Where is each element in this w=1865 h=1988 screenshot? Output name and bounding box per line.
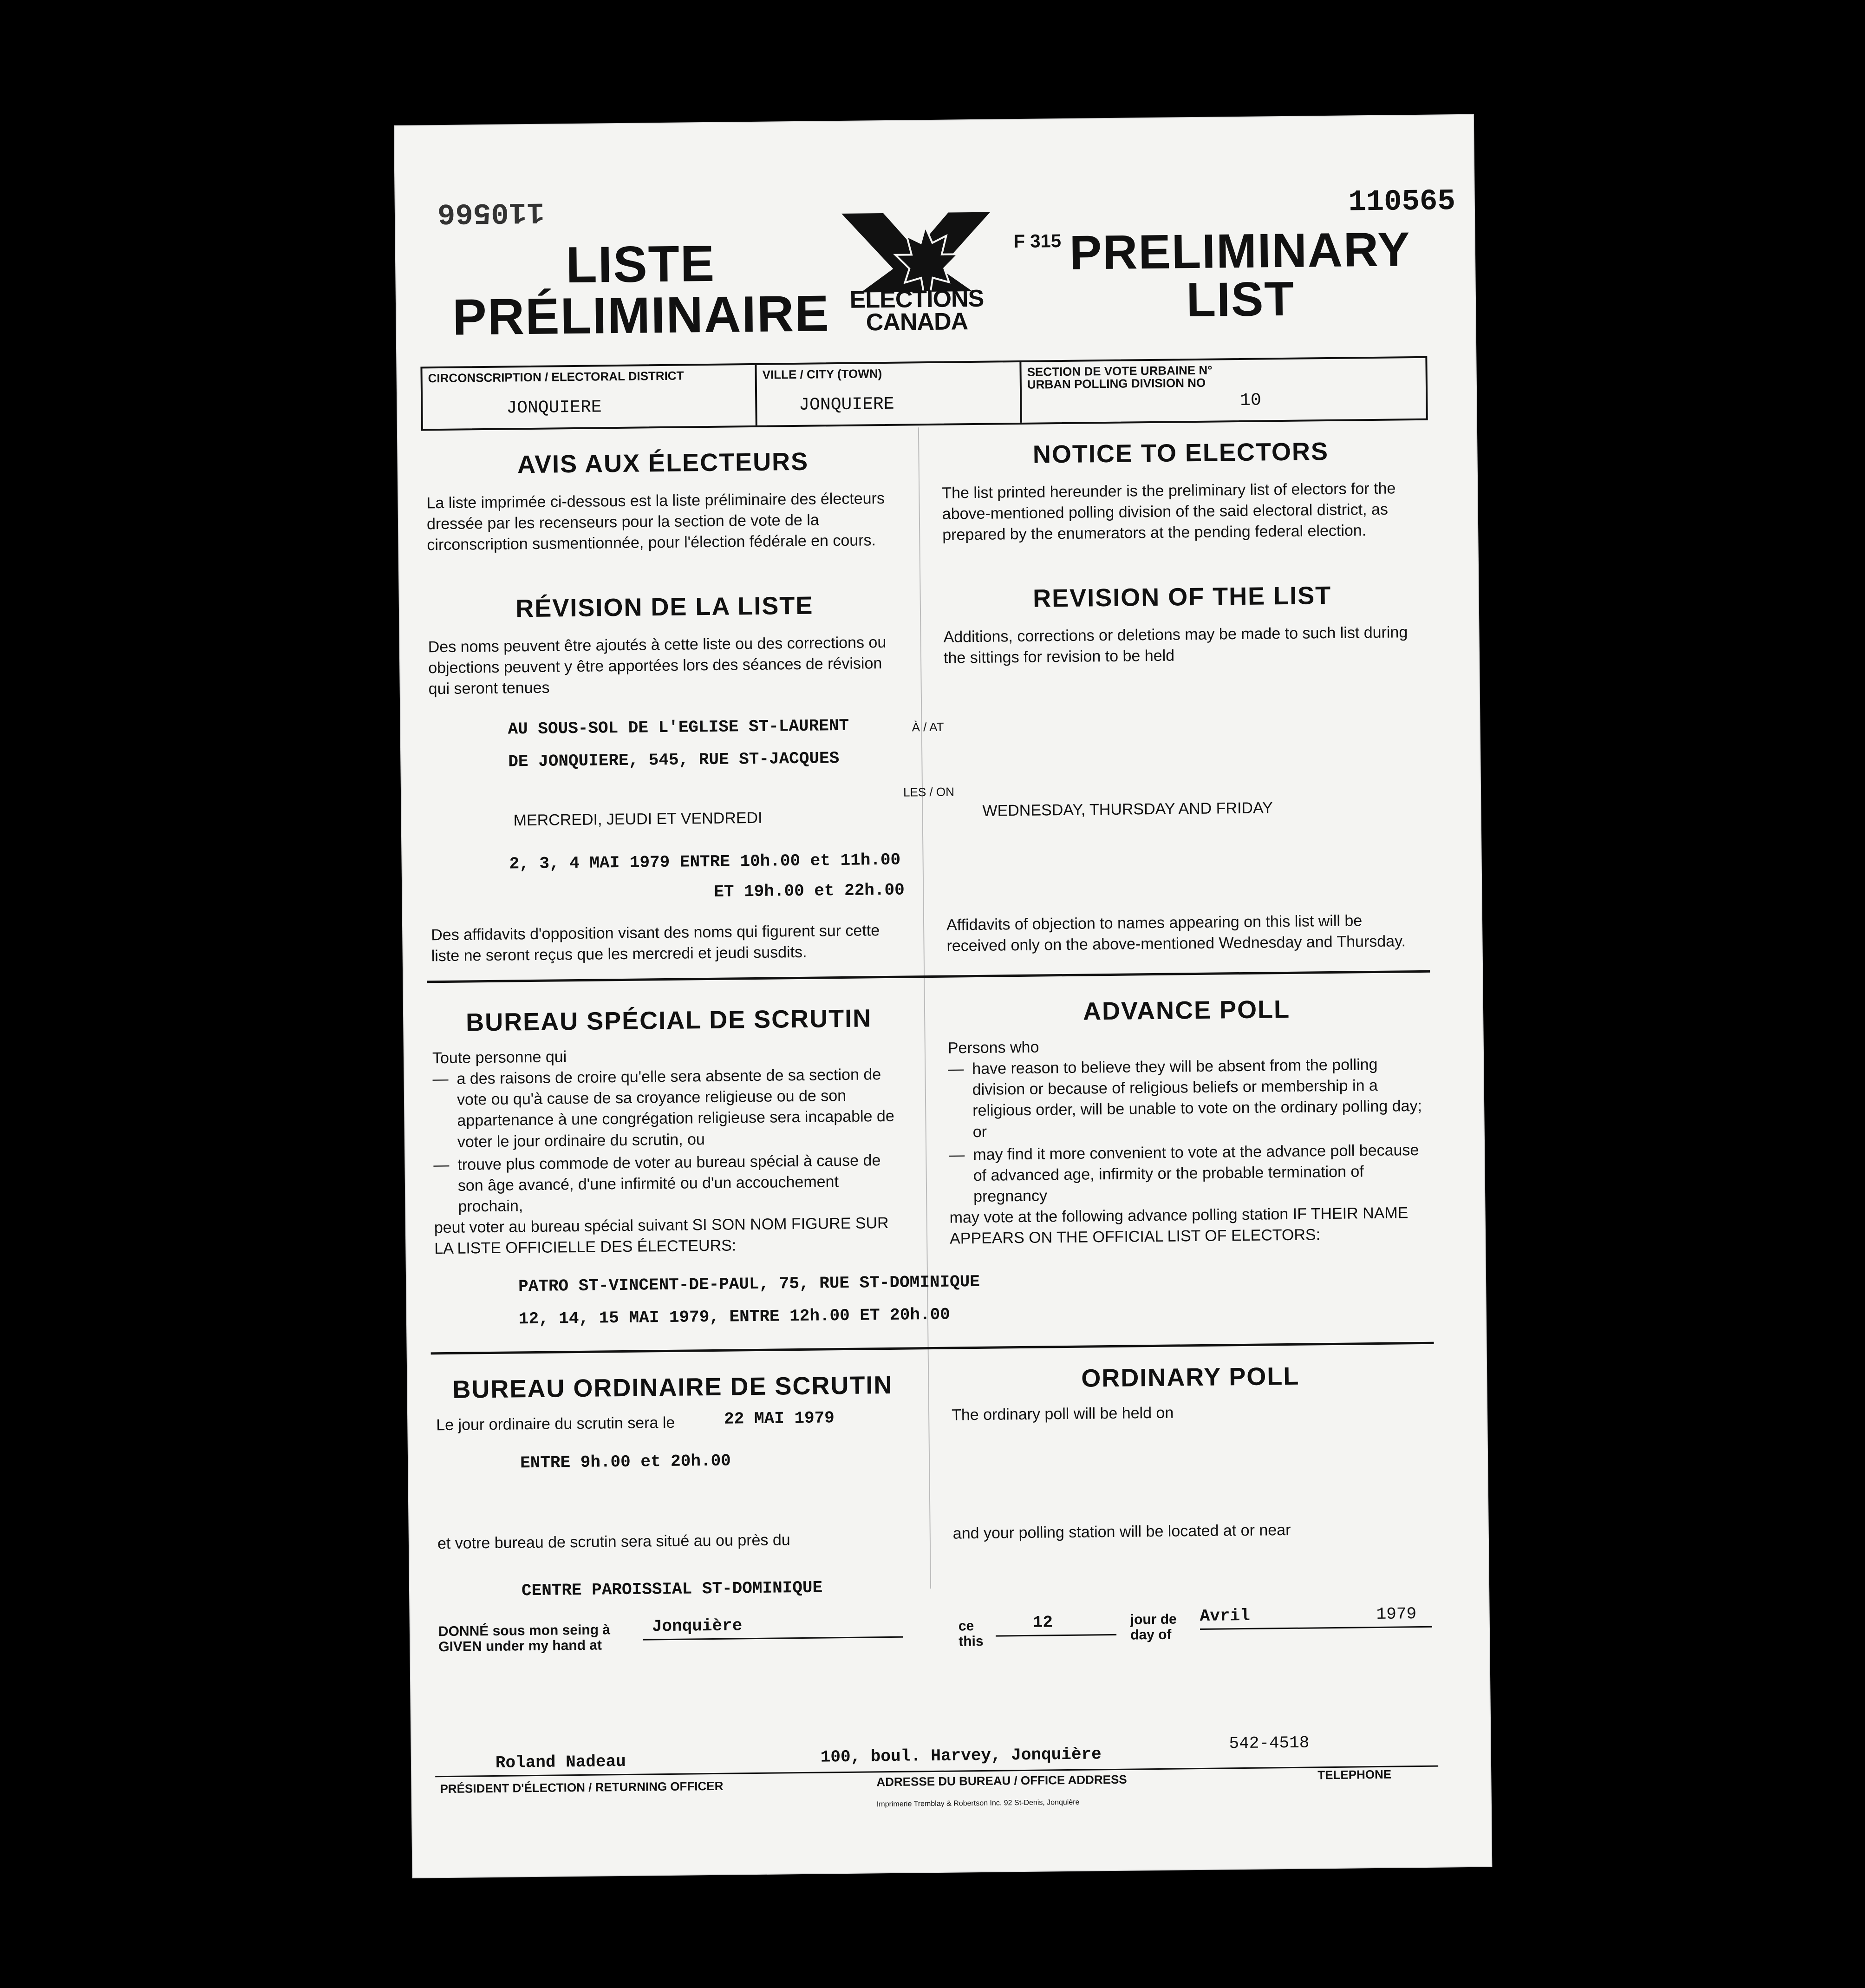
division-label-2: URBAN POLLING DIVISION NO [1027, 376, 1206, 392]
column-divider [918, 427, 931, 1589]
title-en-line2: LIST [1186, 272, 1295, 327]
revision-place-line2: DE JONQUIERE, 545, RUE ST-JACQUES [508, 749, 840, 772]
day-of-label [1130, 1612, 1177, 1643]
division-value: 10 [1240, 390, 1262, 411]
section-divider-2 [431, 1342, 1434, 1355]
officer-name: Roland Nadeau [495, 1752, 626, 1772]
revision-text-en: Additions, corrections or deletions may be made to such list during the sittings for revision to be held [943, 623, 1408, 667]
title-en-line1: PRELIMINARY [1069, 222, 1411, 280]
at-label: À / AT [912, 719, 944, 734]
advance-bullet2-fr: — trouve plus commode de voter au bureau spécial à cause de son âge avancé, d'une infirmité ou d'un accouchement prochain, [433, 1150, 907, 1218]
advance-bullet1-en: — have reason to believe they will be absent from the polling division or because of religious beliefs or membership in a religious order, will be unable to vote on the ordinary polling day; or [948, 1054, 1427, 1143]
section-divider-1 [427, 970, 1430, 983]
given-label-en: GIVEN under my hand at [438, 1637, 602, 1655]
city-value: JONQUIERE [799, 394, 894, 415]
form-number: F 315 [1013, 230, 1062, 252]
logo-line1: ELECTIONS [849, 285, 984, 314]
affidavit-text-en: Affidavits of objection to names appearing on this list will be received only on the above-mentioned Wednesday and Thursday. [946, 912, 1406, 955]
advance-bullet2-fr-text: trouve plus commode de voter au bureau spécial à cause de son âge avancé, d'une infirmité ou d'un accouchement prochain, [457, 1151, 881, 1216]
header-fields [420, 356, 1428, 431]
this-label-en: this [959, 1633, 984, 1649]
polling-station: CENTRE PAROISSIAL ST-DOMINIQUE [521, 1578, 823, 1601]
city-label: VILLE / CITY (TOWN) [762, 366, 882, 382]
advance-outro-en: may vote at the following advance polling station IF THEIR NAME APPEARS ON THE OFFICIAL LIST OF ELECTORS: [949, 1204, 1409, 1248]
advance-dates: 12, 14, 15 MAI 1979, ENTRE 12h.00 ET 20h.00 [518, 1305, 951, 1329]
ordinary-location-en: and your polling station will be located at or near [952, 1521, 1291, 1543]
title-fr-line1: LISTE [565, 235, 716, 294]
day-line [996, 1634, 1116, 1637]
advance-bullet1-fr: — a des raisons de croire qu'elle sera absente de sa section de vote ou qu'à cause de sa croyance religieuse ou de son appartenance à une congrégation religieuse sera incapable de voter le jour ordinaire du scrutin, ou [432, 1064, 907, 1153]
ordinary-title-fr: BUREAU ORDINAIRE DE SCRUTIN [452, 1371, 893, 1404]
this-label [959, 1618, 984, 1649]
notice-text-en: The list printed hereunder is the preliminary list of electors for the above-mentioned polling division of the said electoral district, as prepared by the enumerators at the pending federal election. [942, 479, 1396, 544]
title-french [452, 235, 830, 346]
revision-place-line1: AU SOUS-SOL DE L'EGLISE ST-LAURENT [508, 716, 849, 739]
revision-dates-line2: ET 19h.00 et 22h.00 [714, 880, 905, 902]
revision-title-fr: RÉVISION DE LA LISTE [515, 591, 814, 623]
given-label [438, 1622, 611, 1654]
month-line [1200, 1626, 1432, 1630]
advance-intro-en: Persons who [947, 1038, 1039, 1057]
given-year: 1979 [1376, 1604, 1417, 1624]
ordinary-hours: ENTRE 9h.00 et 20h.00 [520, 1451, 731, 1473]
title-fr-line2: PRÉLIMINAIRE [452, 285, 830, 346]
serial-number-mirrored: 110566 [437, 194, 545, 229]
revision-title-en: REVISION OF THE LIST [1032, 581, 1332, 613]
logo-line2: CANADA [866, 308, 968, 336]
revision-days-en: WEDNESDAY, THURSDAY AND FRIDAY [982, 799, 1273, 820]
advance-intro-fr: Toute personne qui [432, 1048, 567, 1067]
revision-dates-line1: 2, 3, 4 MAI 1979 ENTRE 10h.00 et 11h.00 [509, 850, 901, 874]
advance-bullet1-fr-text: a des raisons de croire qu'elle sera absente de sa section de vote ou qu'à cause de sa croyance religieuse ou de son appartenance à une congrégation religieuse sera incapable de voter le jour ordinaire du scrutin, ou [456, 1066, 894, 1151]
ordinary-text-en: The ordinary poll will be held on [951, 1404, 1174, 1424]
notice-text-fr: La liste imprimée ci-dessous est la liste préliminaire des électeurs dressée par les recenseurs pour la section de vote de la circonscription susmentionnée, pour l'élection fédérale en cours. [426, 489, 885, 554]
notice-title-en: NOTICE TO ELECTORS [1032, 437, 1329, 469]
advance-bullet2-en-text: may find it more convenient to vote at the advance poll because of advanced age, infirmity or the probable termination of pregnancy [973, 1141, 1419, 1206]
printer-credit: Imprimerie Tremblay & Robertson Inc. 92 St-Denis, Jonquière [876, 1798, 1080, 1809]
phone-label: TELEPHONE [1317, 1767, 1392, 1782]
revision-text-fr: Des noms peuvent être ajoutés à cette liste ou des corrections ou objections peuvent y être apportées lors des séances de révision qui seront tenues [428, 633, 887, 698]
notice-title-fr: AVIS AUX ÉLECTEURS [517, 447, 809, 479]
advance-outro-fr: peut voter au bureau spécial suivant SI SON NOM FIGURE SUR LA LISTE OFFICIELLE DES ÉLECTEURS: [434, 1214, 889, 1258]
given-day: 12 [1032, 1613, 1053, 1632]
day-of-label-fr: jour de [1130, 1611, 1177, 1628]
advance-title-en: ADVANCE POLL [1082, 995, 1291, 1026]
advance-title-fr: BUREAU SPÉCIAL DE SCRUTIN [465, 1004, 872, 1037]
place-line [643, 1636, 903, 1641]
ordinary-title-en: ORDINARY POLL [1081, 1362, 1300, 1393]
district-cell [422, 365, 757, 429]
office-address: 100, boul. Harvey, Jonquière [820, 1745, 1102, 1767]
advance-place: PATRO ST-VINCENT-DE-PAUL, 75, RUE ST-DOMINIQUE [518, 1272, 980, 1296]
district-label: CIRCONSCRIPTION / ELECTORAL DISTRICT [428, 368, 684, 386]
this-label-fr: ce [958, 1618, 974, 1634]
advance-bullet2-en: — may find it more convenient to vote at the advance poll because of advanced age, infirmity or the probable termination of pregnancy [949, 1140, 1428, 1208]
election-notice-sheet [395, 115, 1491, 1877]
affidavit-text-fr: Des affidavits d'opposition visant des noms qui figurent sur cette liste ne seront reçus que les mercredi et jeudi susdits. [431, 922, 880, 965]
advance-bullet1-en-text: have reason to believe they will be absent from the polling division or because of religious beliefs or membership in a religious order, will be unable to vote on the ordinary polling day; or [972, 1055, 1422, 1141]
revision-days-fr: MERCREDI, JEUDI ET VENDREDI [513, 809, 763, 830]
officer-label: PRÉSIDENT D'ÉLECTION / RETURNING OFFICER [440, 1779, 724, 1796]
office-phone: 542-4518 [1229, 1733, 1310, 1753]
logo-text [833, 287, 1001, 335]
city-cell [756, 362, 1022, 425]
address-label: ADRESSE DU BUREAU / OFFICE ADDRESS [876, 1772, 1127, 1789]
ordinary-date: 22 MAI 1979 [724, 1408, 835, 1429]
serial-number: 110565 [1348, 185, 1456, 220]
given-month: Avril [1200, 1606, 1250, 1626]
on-label: LES / ON [903, 785, 955, 799]
division-cell [1021, 358, 1426, 423]
title-english [1069, 222, 1411, 327]
division-label-1: SECTION DE VOTE URBAINE N° [1027, 363, 1213, 379]
given-label-fr: DONNÉ sous mon seing à [438, 1622, 611, 1640]
district-value: JONQUIERE [506, 397, 602, 419]
ordinary-text-fr: Le jour ordinaire du scrutin sera le [436, 1413, 675, 1434]
day-of-label-en: day of [1130, 1627, 1172, 1643]
given-place: Jonquière [652, 1616, 743, 1636]
ordinary-location-fr: et votre bureau de scrutin sera situé au ou près du [437, 1531, 790, 1553]
